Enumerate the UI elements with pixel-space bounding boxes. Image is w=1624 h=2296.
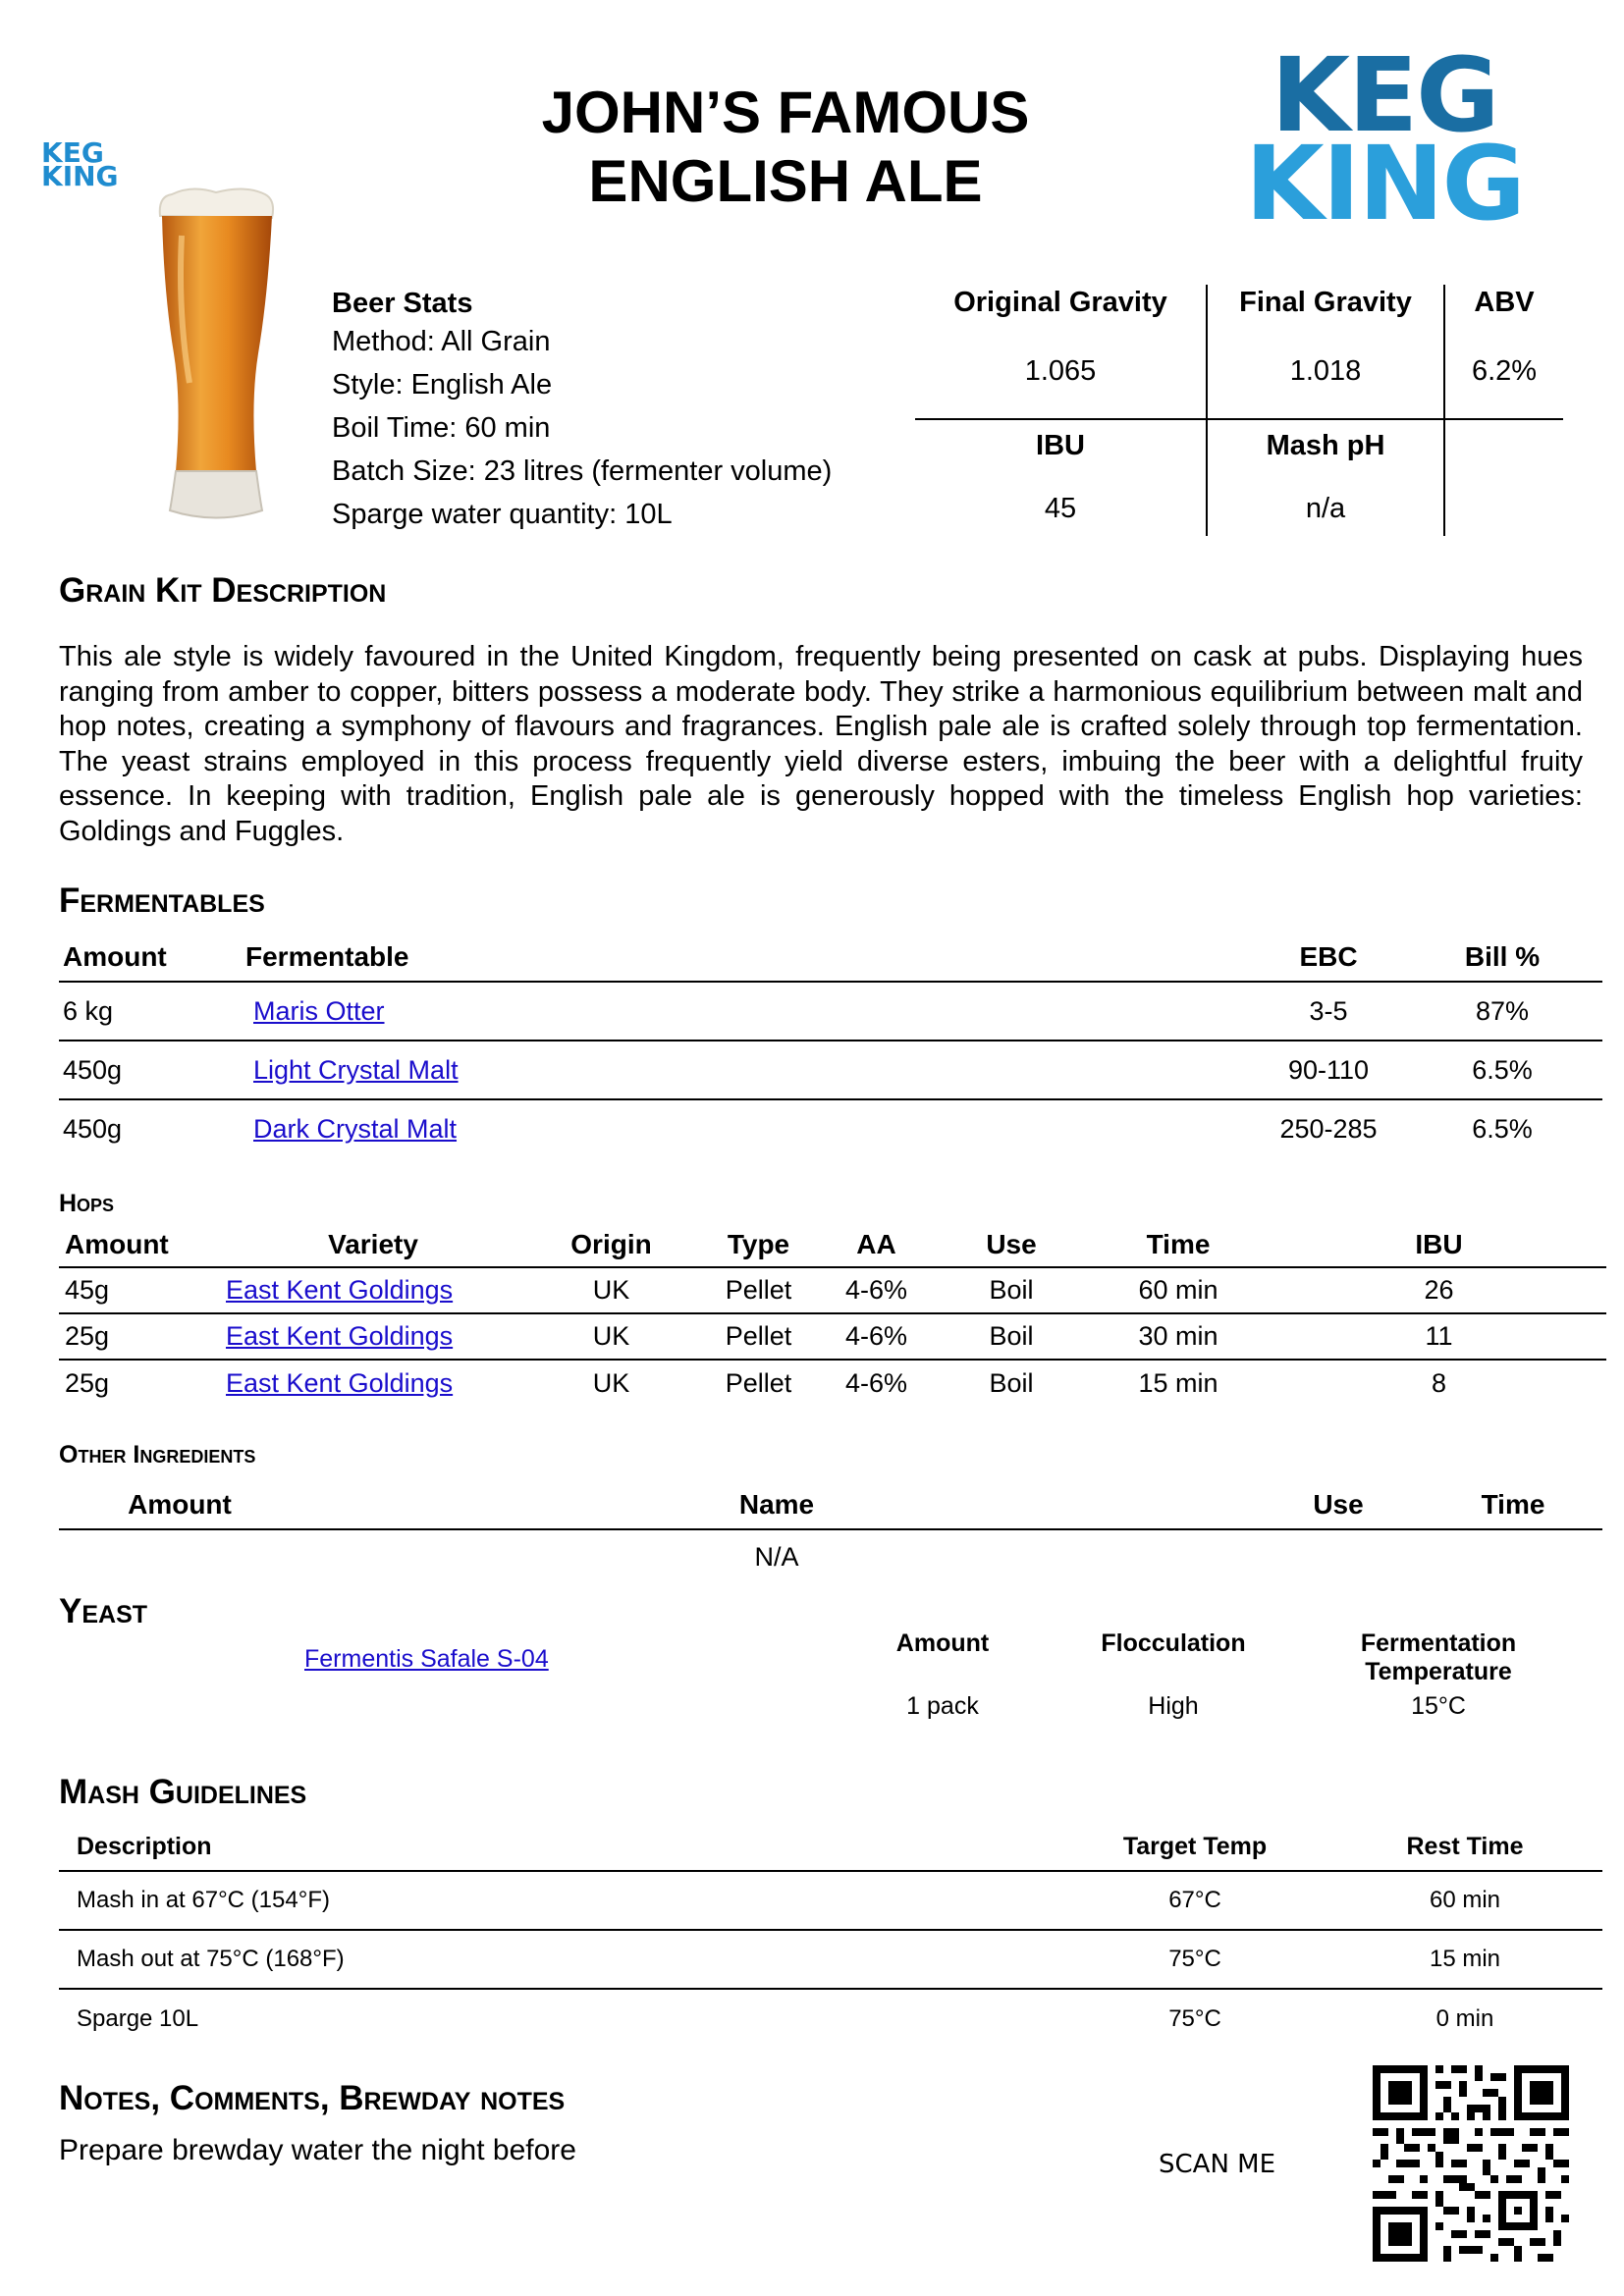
col-variety: Variety	[226, 1223, 520, 1267]
og-label: Original Gravity	[953, 287, 1167, 318]
page-title	[393, 79, 1178, 216]
stat-style: Style: English Ale	[332, 369, 553, 400]
qr-code-icon[interactable]	[1373, 2065, 1569, 2262]
col-description: Description	[59, 1824, 1062, 1871]
scan-me-label: SCAN ME	[1159, 2150, 1276, 2179]
hop-aa: 4-6%	[815, 1267, 938, 1313]
mash-heading: Mash Guidelines	[59, 1773, 307, 1811]
table-row	[59, 1930, 1602, 1989]
table-row	[59, 1360, 1606, 1406]
og-value: 1.065	[1024, 355, 1097, 387]
ph-label: Mash pH	[1266, 430, 1385, 461]
hop-ibu: 11	[1272, 1313, 1606, 1360]
hop-type: Pellet	[702, 1267, 815, 1313]
yeast-link[interactable]: Fermentis Safale S-04	[304, 1645, 549, 1673]
table-row	[59, 1267, 1606, 1313]
stat-sparge: Sparge water quantity: 10L	[332, 499, 673, 530]
col-bill: Bill %	[1402, 933, 1602, 982]
ferm-ebc: 3-5	[1255, 982, 1402, 1041]
col-fermentation-temp	[1306, 1629, 1571, 1686]
hop-ibu: 8	[1431, 1367, 1447, 1398]
abv-label: ABV	[1474, 287, 1535, 318]
stat-method: Method: All Grain	[332, 326, 551, 357]
yeast-table	[844, 1629, 1571, 1726]
table-row	[59, 1529, 1602, 1584]
yeast-heading: Yeast	[59, 1592, 148, 1630]
hop-use: Boil	[989, 1367, 1034, 1398]
table-row	[844, 1686, 1571, 1726]
ferm-bill: 87%	[1402, 982, 1602, 1041]
hop-ibu: 26	[1272, 1267, 1606, 1313]
hop-time: 15 min	[1138, 1367, 1218, 1398]
col-ebc: EBC	[1255, 933, 1402, 982]
hop-amount: 25g	[59, 1313, 226, 1360]
stat-boil-time: Boil Time: 60 min	[332, 412, 551, 444]
col-target-temp: Target Temp	[1062, 1824, 1327, 1871]
hop-aa: 4-6%	[815, 1313, 938, 1360]
hop-origin: UK	[520, 1313, 702, 1360]
mash-temp: 75°C	[1062, 1930, 1327, 1989]
hop-origin: UK	[520, 1267, 702, 1313]
ferm-bill: 6.5%	[1472, 1114, 1533, 1144]
hop-type: Pellet	[725, 1367, 792, 1398]
ferm-ebc: 90-110	[1255, 1041, 1402, 1099]
col-amount: Amount	[59, 1480, 300, 1529]
table-row	[59, 982, 1602, 1041]
ferm-link-dark-crystal[interactable]: Dark Crystal Malt	[253, 1114, 458, 1144]
table-header-row	[59, 1480, 1602, 1529]
hop-time: 30 min	[1085, 1313, 1272, 1360]
title-line-1: JOHN’S FAMOUS	[541, 80, 1030, 145]
table-row	[59, 1041, 1602, 1099]
table-row	[59, 1099, 1602, 1158]
fg-value: 1.018	[1289, 355, 1362, 387]
keg-king-logo-small	[41, 136, 139, 192]
hop-type: Pellet	[702, 1313, 815, 1360]
grid-divider	[1443, 285, 1445, 536]
col-type: Type	[702, 1223, 815, 1267]
ferm-amount: 450g	[63, 1114, 123, 1144]
other-ingredients-table	[59, 1480, 1602, 1584]
ferm-amount: 6 kg	[59, 982, 245, 1041]
logo-big-king: KING	[1245, 124, 1524, 243]
yeast-temp: 15°C	[1411, 1691, 1466, 1720]
table-row	[59, 1871, 1602, 1930]
logo-big-keg: KEG	[1271, 35, 1498, 155]
hops-heading: Hops	[59, 1190, 115, 1217]
fermentables-heading: Fermentables	[59, 881, 265, 920]
logo-small-keg: KEG	[41, 136, 104, 169]
col-rest-time: Rest Time	[1327, 1824, 1602, 1871]
mash-table	[59, 1824, 1602, 2048]
col-amount: Amount	[895, 1629, 990, 1657]
table-header-row	[844, 1629, 1571, 1686]
hop-amount: 25g	[65, 1367, 110, 1398]
mash-rest: 15 min	[1327, 1930, 1602, 1989]
grid-divider	[915, 418, 1563, 420]
mash-rest: 60 min	[1327, 1871, 1602, 1930]
hop-time: 60 min	[1085, 1267, 1272, 1313]
hop-use: Boil	[938, 1267, 1085, 1313]
fermentables-table	[59, 933, 1602, 1158]
yeast-amount: 1 pack	[906, 1691, 979, 1720]
ferm-link-light-crystal[interactable]: Light Crystal Malt	[253, 1054, 459, 1085]
table-row	[59, 1989, 1602, 2048]
hop-link-ekg[interactable]: East Kent Goldings	[226, 1367, 454, 1398]
keg-king-logo-large	[1190, 35, 1579, 243]
table-header-row	[59, 933, 1602, 982]
grid-divider	[1206, 285, 1208, 536]
table-row	[59, 1313, 1606, 1360]
description-heading: Grain Kit Description	[59, 571, 387, 610]
hop-link-ekg[interactable]: East Kent Goldings	[226, 1321, 454, 1351]
col-use: Use	[1253, 1480, 1424, 1529]
hops-table	[59, 1223, 1606, 1406]
ferm-ebc: 250-285	[1279, 1114, 1378, 1144]
notes-text: Prepare brewday water the night before	[59, 2134, 576, 2166]
col-amount: Amount	[59, 1223, 226, 1267]
abv-value: 6.2%	[1471, 355, 1538, 387]
beer-stats	[332, 287, 882, 536]
hop-origin: UK	[592, 1367, 630, 1398]
table-header-row	[59, 1824, 1602, 1871]
col-amount: Amount	[59, 933, 245, 982]
mash-desc: Mash out at 75°C (168°F)	[59, 1930, 1062, 1989]
notes-heading: Notes, Comments, Brewday notes	[59, 2079, 566, 2117]
col-ibu: IBU	[1272, 1223, 1606, 1267]
col-fermentable: Fermentable	[245, 933, 1255, 982]
beer-glass-icon	[152, 187, 280, 525]
col-origin: Origin	[520, 1223, 702, 1267]
beer-stats-heading: Beer Stats	[332, 288, 473, 319]
other-ingredients-heading: Other Ingredients	[59, 1441, 256, 1468]
ferm-link-maris-otter[interactable]: Maris Otter	[253, 995, 385, 1026]
col-flocculation: Flocculation	[1101, 1629, 1246, 1657]
logo-small-king: KING	[41, 160, 119, 192]
ibu-value: 45	[1044, 493, 1077, 524]
stat-batch-size: Batch Size: 23 litres (fermenter volume)	[332, 455, 833, 487]
hop-use: Boil	[938, 1313, 1085, 1360]
table-header-row	[59, 1223, 1606, 1267]
mash-temp: 75°C	[1168, 2004, 1221, 2032]
mash-desc: Sparge 10L	[77, 2004, 199, 2032]
ibu-label: IBU	[1036, 430, 1085, 461]
fg-label: Final Gravity	[1239, 287, 1412, 318]
temp-label-2: Temperature	[1365, 1658, 1512, 1685]
hop-aa: 4-6%	[844, 1367, 908, 1398]
description-text: This ale style is widely favoured in the United Kingdom, frequently being presented on cask at pubs. Displaying hues ranging from amber to copper, bitters possess a moderate body. They strike a harmonious equilibrium between malt and hop notes, creating a symphony of flavours and fragrances. English pale ale is crafted solely through top fermentation. The yeast strains employed in this process frequently yield diverse esters, imbuing the beer with a delightful fruity essence. In keeping with tradition, English pale ale is generously hopped with the timeless English hop varieties: Goldings and Fuggles.	[59, 641, 1583, 847]
mash-temp: 67°C	[1062, 1871, 1327, 1930]
yeast-floc: High	[1148, 1691, 1199, 1720]
col-name: Name	[300, 1480, 1253, 1529]
gravity-grid	[915, 285, 1563, 536]
col-use: Use	[938, 1223, 1085, 1267]
temp-label-1: Fermentation	[1360, 1629, 1517, 1657]
col-time: Time	[1424, 1480, 1602, 1529]
col-time: Time	[1085, 1223, 1272, 1267]
other-value: N/A	[754, 1542, 799, 1572]
hop-amount: 45g	[59, 1267, 226, 1313]
mash-desc: Mash in at 67°C (154°F)	[59, 1871, 1062, 1930]
ferm-bill: 6.5%	[1402, 1041, 1602, 1099]
hop-link-ekg[interactable]: East Kent Goldings	[226, 1275, 454, 1305]
mash-rest: 0 min	[1435, 2004, 1494, 2032]
ferm-amount: 450g	[59, 1041, 245, 1099]
col-aa: AA	[815, 1223, 938, 1267]
title-line-2: ENGLISH ALE	[588, 148, 983, 214]
ph-value: n/a	[1305, 493, 1346, 524]
